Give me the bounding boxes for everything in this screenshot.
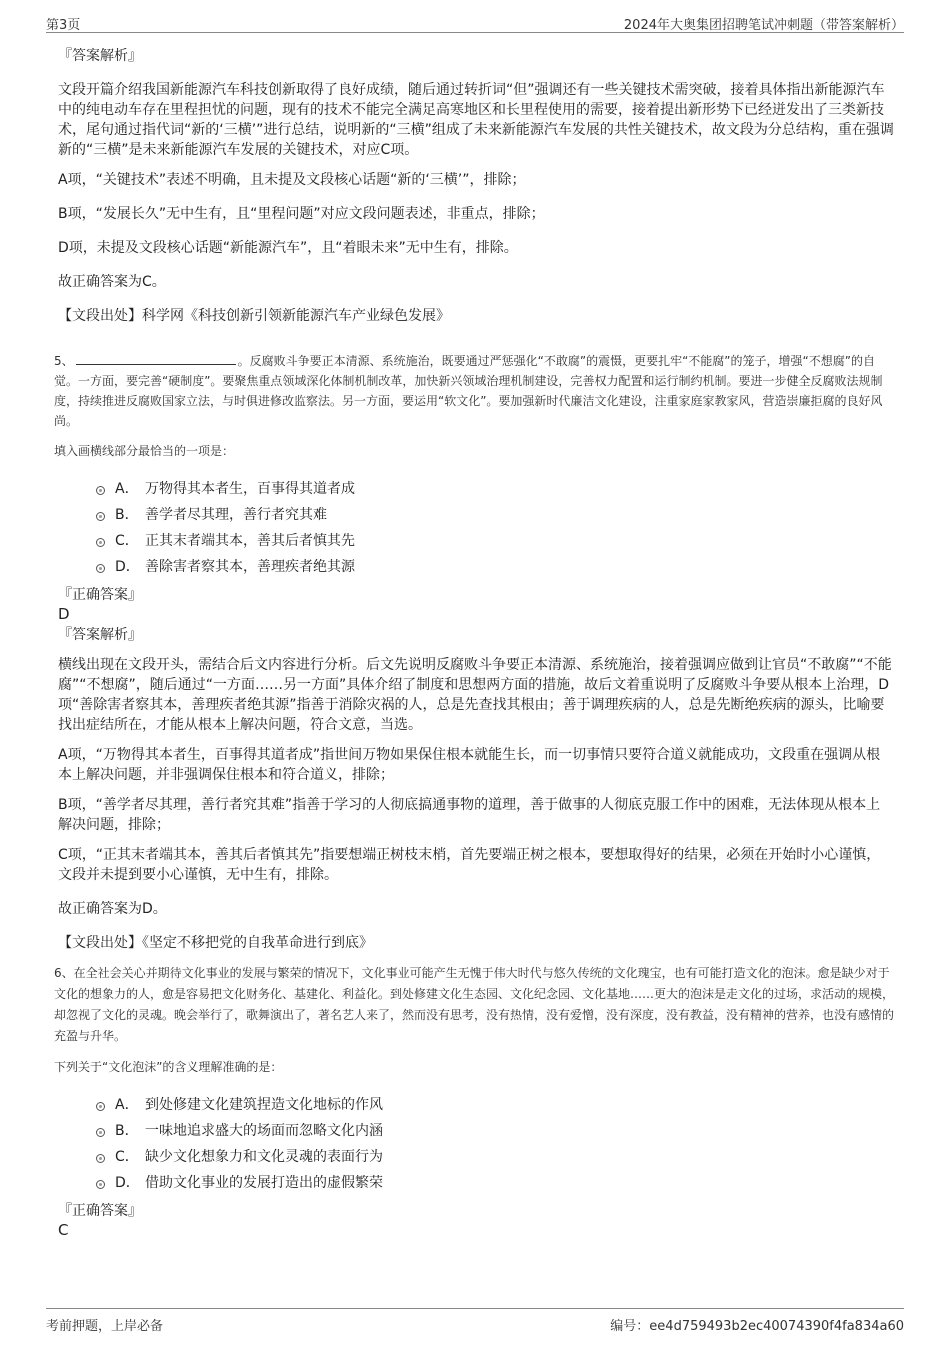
page-footer bbox=[46, 1308, 904, 1334]
explain-option-a: A项，“万物得其本者生，百事得其道者成”指世间万物如果保住根本就能生长，而一切事情只要符合道义就能成功，文段重在强调从根本上解决问题，并非强调保住根本和符合道义，排除； bbox=[58, 747, 881, 783]
option-d[interactable]: D． 善除害者察其本，善理疾者绝其源 bbox=[58, 553, 894, 579]
radio-icon[interactable] bbox=[96, 1154, 105, 1163]
analysis-label: 『答案解析』 bbox=[58, 48, 142, 64]
page-number: 第3页 bbox=[46, 18, 81, 33]
document-id: 编号：ee4d759493b2ec40074390f4fa834a60 bbox=[610, 1319, 904, 1334]
radio-icon[interactable] bbox=[96, 512, 105, 521]
radio-icon[interactable] bbox=[96, 1180, 105, 1189]
explain-option-a: A项，“关键技术”表述不明确，且未提及文段核心话题“新的‘三横’”，排除； bbox=[58, 172, 526, 188]
answer-label: 『正确答案』 bbox=[58, 1203, 142, 1219]
answer-value: D bbox=[58, 605, 70, 623]
conclusion: 故正确答案为C。 bbox=[58, 274, 166, 290]
answer-value: C bbox=[58, 1221, 69, 1239]
analysis-text: 文段开篇介绍我国新能源汽车科技创新取得了良好成绩，随后通过转折词“但”强调还有一些关键技术需突破，接着具体指出新能源汽车中的纯电动车存在里程担忧的问题，现有的技术不能完全满足高寒地区和长里程使用的需要，接着提出新形势下已经迸发出了三类新技术，尾句通过指代词“新的‘三横’”进行总结，说明新的“三横”组成了未来新能源汽车发展的共性关键技术，故文段为分总结构，重在强调新的“三横”是未来新能源汽车发展的关键技术，对应C项。 bbox=[58, 82, 894, 158]
option-a[interactable]: A． 到处修建文化建筑捏造文化地标的作风 bbox=[58, 1091, 894, 1117]
fill-blank bbox=[76, 350, 236, 365]
analysis-text: 横线出现在文段开头，需结合后文内容进行分析。后文先说明反腐败斗争要正本清源、系统施治，接着强调应做到让官员“不敢腐”“不能腐”“不想腐”，随后通过“一方面……另一方面”具体介绍了制度和思想两方面的措施，故后文着重说明了反腐败斗争要从根本上治理，D项“善除害者察其本，善理疾者绝其源”指善于消除灾祸的人，总是先查找其根由；善于调理疾病的人，总是先断绝疾病的源头，比喻要找出症结所在，才能从根本上解决问题，符合文意，当选。 bbox=[58, 657, 892, 733]
radio-icon[interactable] bbox=[96, 486, 105, 495]
option-list bbox=[58, 475, 894, 579]
document-title: 2024年大奥集团招聘笔试冲刺题（带答案解析） bbox=[623, 18, 904, 33]
option-a[interactable]: A． 万物得其本者生，百事得其道者成 bbox=[58, 475, 894, 501]
option-b[interactable]: B． 善学者尽其理，善行者究其难 bbox=[58, 501, 894, 527]
radio-icon[interactable] bbox=[96, 564, 105, 573]
page-content bbox=[54, 42, 895, 1239]
question-5 bbox=[54, 350, 894, 431]
option-b[interactable]: B． 一味地追求盛大的场面而忽略文化内涵 bbox=[58, 1117, 894, 1143]
explain-option-d: D项，未提及文段核心话题“新能源汽车”，且“着眼未来”无中生有，排除。 bbox=[58, 240, 518, 256]
radio-icon[interactable] bbox=[96, 1128, 105, 1137]
option-list bbox=[58, 1091, 894, 1195]
footer-slogan: 考前押题，上岸必备 bbox=[46, 1319, 164, 1334]
question-prompt: 下列关于“文化泡沫”的含义理解准确的是： bbox=[54, 1060, 283, 1074]
option-c[interactable]: C． 正其末者端其本，善其后者慎其先 bbox=[58, 527, 894, 553]
explain-option-b: B项，“发展长久”无中生有，且“里程问题”对应文段问题表述，非重点，排除； bbox=[58, 206, 545, 222]
question-text: 。反腐败斗争要正本清源、系统施治，既要通过严惩强化“不敢腐”的震慑，更要扎牢“不能腐”的笼子，增强“不想腐”的自觉。一方面，要完善“硬制度”。要聚焦重点领域深化体制机制改革，加快新兴领域治理机制建设，完善权力配置和运行制约机制。要进一步健全反腐败法规制度，持续推进反腐败国家立法，与时俱进修改监察法。另一方面，要运用“软文化”。要加强新时代廉洁文化建设，注重家庭家教家风，营造崇廉拒腐的良好风尚。 bbox=[54, 354, 883, 428]
question-number: 5、 bbox=[54, 354, 74, 368]
explain-option-c: C项，“正其末者端其本，善其后者慎其先”指要想端正树枝末梢，首先要端正树之根本，要想取得好的结果，必须在开始时小心谨慎，文段并未提到要小心谨慎，无中生有，排除。 bbox=[58, 847, 881, 883]
question-6: 6、在全社会关心并期待文化事业的发展与繁荣的情况下，文化事业可能产生无愧于伟大时代与悠久传统的文化瑰宝，也有可能打造文化的泡沫。愈是缺少对于文化的想象力的人，愈是容易把文化财务化、基建化、利益化。到处修建文化生态园、文化纪念园、文化基地……更大的泡沫是走文化的过场，求活动的规模，却忽视了文化的灵魂。晚会举行了，歌舞演出了，著名艺人来了，然而没有思考，没有热情，没有爱憎，没有深度，没有教益，没有精神的营养，也没有感情的充盈与升华。 bbox=[54, 966, 895, 1043]
source-citation: 【文段出处】《坚定不移把党的自我革命进行到底》 bbox=[58, 935, 373, 951]
radio-icon[interactable] bbox=[96, 538, 105, 547]
conclusion: 故正确答案为D。 bbox=[58, 901, 167, 917]
answer-label: 『正确答案』 bbox=[58, 587, 142, 603]
page-header bbox=[46, 12, 904, 33]
radio-icon[interactable] bbox=[96, 1102, 105, 1111]
explain-option-b: B项，“善学者尽其理，善行者究其难”指善于学习的人彻底搞通事物的道理，善于做事的人彻底克服工作中的困难，无法体现从根本上解决问题，排除； bbox=[58, 797, 881, 833]
option-c[interactable]: C． 缺少文化想象力和文化灵魂的表面行为 bbox=[58, 1143, 894, 1169]
source-citation: 【文段出处】科学网《科技创新引领新能源汽车产业绿色发展》 bbox=[58, 308, 450, 324]
option-d[interactable]: D． 借助文化事业的发展打造出的虚假繁荣 bbox=[58, 1169, 894, 1195]
analysis-label: 『答案解析』 bbox=[58, 627, 142, 643]
question-prompt: 填入画横线部分最恰当的一项是： bbox=[54, 444, 235, 458]
